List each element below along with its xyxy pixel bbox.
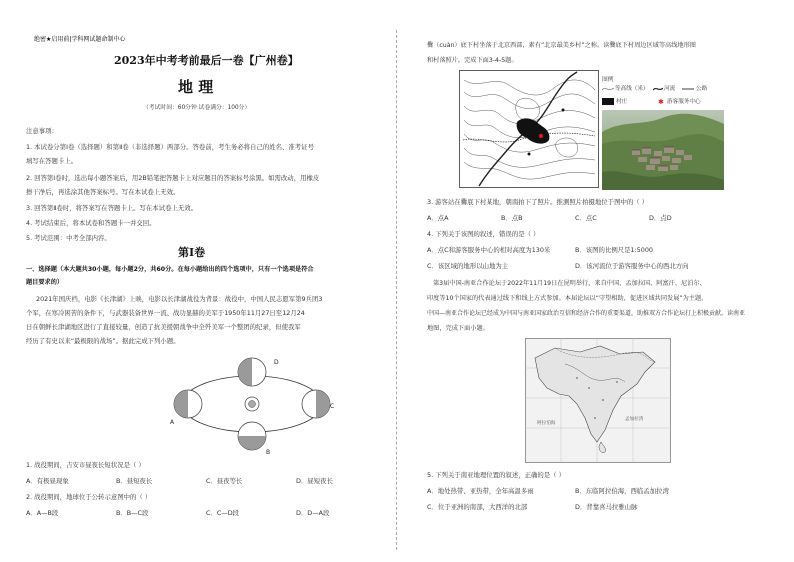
- intro2-text: 印度等10个国家的代表通过线下和线上方式参加。本届论坛以“守望相助，促进区域共同发展”为主题，: [427, 295, 708, 302]
- service-center-star-icon: ✱: [658, 98, 664, 106]
- note-line: 3. 回答第Ⅱ卷时，将答案写在答题卡上。写在本试卷上无效。: [26, 204, 198, 212]
- section-title: 第Ⅰ卷: [178, 246, 206, 259]
- bay-of-bengal-label: 孟加拉湾: [625, 417, 644, 422]
- earth-position-b: [238, 422, 266, 450]
- intro2-text: 中国—南亚合作论坛已经成为中国与南亚国家政治互信和经济合作的重要渠道，助推双方合作论坛打上积极贡献。读南亚: [427, 310, 746, 317]
- q3-option-a[interactable]: A．点A: [427, 214, 449, 222]
- legend-contour: 等高线（米）: [615, 86, 649, 92]
- orbit-label-d: D: [274, 359, 279, 366]
- earth-position-d: [238, 358, 266, 386]
- q5-option-c[interactable]: C．位于亚洲的南部，大西洋的北部: [427, 503, 528, 511]
- q5-option-b[interactable]: B．东临阿拉伯海，西临孟加拉湾: [575, 487, 669, 495]
- q2-option-c[interactable]: C．C—D段: [206, 509, 240, 517]
- subject-title: 地 理: [178, 78, 214, 96]
- q4-option-d[interactable]: D．该河流位于游客服务中心的西北方向: [575, 262, 689, 270]
- exam-info: （考试时间：60分钟 试卷满分：100分）: [143, 105, 251, 111]
- q5-option-a[interactable]: A．地处热带、亚热带，全年高温多雨: [427, 487, 534, 495]
- notes-heading: 注意事项：: [26, 127, 58, 135]
- note-line: 5. 考试范围：中考全部内容。: [26, 234, 111, 242]
- river-legend-icon: [653, 86, 663, 92]
- contour-map: [459, 70, 599, 188]
- orbit-label-b: B: [266, 449, 271, 456]
- q2-option-a[interactable]: A．A—B段: [26, 509, 59, 517]
- passage-line: 经历了有史以来“最极限的战场”。据此完成下列小题。: [26, 337, 180, 345]
- exam-title: 2023年中考考前最后一卷【广州卷】: [114, 54, 299, 67]
- left-column: [8, 0, 393, 562]
- confidential-watermark: 绝密★启用前|学科网试题命制中心: [34, 36, 126, 43]
- legend-village: 村庄: [616, 99, 628, 105]
- note-line: 擦干净后，再选涂其他答案标号。写在本试卷上无效。: [26, 188, 180, 196]
- question-4: 4. 下列关于该图的叙述，错误的是（ ）: [427, 230, 540, 238]
- intro2-text: 地图，完成下面小题。: [427, 325, 489, 332]
- note-line: 2. 回答第Ⅰ卷时，选出每小题答案后，用2B铅笔把答题卡上对应题目的答案标号涂黑。如需改动，用橡皮: [26, 174, 320, 182]
- contour-legend-icon: [602, 86, 614, 92]
- question-5: 5. 下列关于南亚地理位置的叙述，正确的是（ ）: [427, 471, 565, 479]
- legend-service-center: 游客服务中心: [667, 99, 701, 105]
- q5-option-d[interactable]: D．背靠喜马拉雅山脉: [575, 503, 638, 511]
- q3-option-d[interactable]: D．点D: [649, 214, 672, 222]
- passage-line: 2021年国庆档，电影《长津湖》上映，电影以长津湖战役为背景：战役中，中国人民志愿军第9兵团3: [36, 295, 323, 303]
- arabian-sea-label: 阿拉伯海: [537, 421, 556, 426]
- village-photo: [602, 110, 724, 190]
- q3-option-b[interactable]: B．点B: [501, 214, 523, 222]
- legend-road: 公路: [696, 86, 708, 92]
- note-line: 1. 本试卷分第Ⅰ卷（选择题）和第Ⅱ卷（非选择题）两部分。答卷前，考生务必将自己的姓名、准考证号: [26, 143, 314, 151]
- note-line: 4. 考试结束后，将本试卷和答题卡一并交回。: [26, 219, 156, 227]
- intro2-text: 第3届中国-南亚合作论坛于2022年11月19日在昆明举行，来自中国、孟加拉国、阿富汗、尼泊尔、: [433, 280, 706, 287]
- column-divider: [396, 30, 397, 550]
- q2-option-d[interactable]: D．D—A段: [296, 509, 330, 517]
- south-asia-map: [525, 338, 671, 463]
- orbit-label-c: C: [330, 403, 335, 410]
- q4-option-c[interactable]: C．该区域的地形以山地为主: [427, 262, 509, 270]
- passage-line: 个军，在寒冷困苦的条件下，与武器装备世界一流、战功显赫的美军于1950年11月27日至12月24: [26, 309, 305, 317]
- intro-text: 爨（cuàn）底下村坐落于北京西部，素有“北京最美乡村”之称。读爨底下村周边区域等高线地形图: [427, 42, 696, 49]
- intro-text-cont: 和村落照片，完成下面3-4-5题。: [427, 57, 518, 64]
- q4-option-b[interactable]: B．该图的比例尺是1:5000: [575, 246, 653, 254]
- section-instruction: 一、选择题（本大题共30小题，每小题2分，共60分。在每小题给出的四个选项中，只有一个选项是符合: [26, 266, 314, 273]
- question-3: 3. 游客站在爨底下村某地，朝南拍下了照片。推测照片拍摄地位于图中的（ ）: [427, 198, 649, 206]
- legend-title: 图例: [602, 77, 614, 83]
- q1-option-b[interactable]: B．昼短夜长: [116, 477, 153, 485]
- earth-position-c: [302, 390, 330, 418]
- q1-option-c[interactable]: C．昼夜等长: [206, 477, 243, 485]
- q2-option-b[interactable]: B．B—C段: [116, 509, 149, 517]
- q1-option-d[interactable]: D．昼短夜长: [296, 477, 333, 485]
- road-legend-icon: [682, 87, 694, 91]
- earth-position-a: [174, 390, 202, 418]
- point-marker: [528, 153, 531, 156]
- q4-option-a[interactable]: A．点C和游客服务中心的相对高度为130米: [427, 246, 551, 254]
- orbit-label-a: A: [170, 419, 175, 426]
- question-1: 1. 战役期间，吉安市昼夜长短状况是（ ）: [26, 461, 145, 469]
- right-column: [405, 0, 790, 562]
- passage-line: 日在朝鲜长津湖地区进行了直接较量，创造了抗美援朝战争中全歼美军一个整团的纪录，但使我军: [26, 323, 301, 331]
- tourist-service-center-marker: [539, 134, 543, 138]
- q1-option-a[interactable]: A．有极昼现象: [26, 477, 69, 485]
- legend-river: 河流: [664, 86, 676, 92]
- question-2: 2. 战役期间，地球位于公转示意图中的（ ）: [26, 493, 152, 501]
- village-legend-icon: [602, 98, 614, 105]
- section-instruction-cont: 题目要求的）: [26, 279, 64, 286]
- note-line: 填写在答题卡上。: [26, 157, 78, 165]
- q3-option-c[interactable]: C．点C: [575, 214, 597, 222]
- earth-orbit-diagram: [168, 352, 343, 457]
- point-marker: [562, 109, 565, 112]
